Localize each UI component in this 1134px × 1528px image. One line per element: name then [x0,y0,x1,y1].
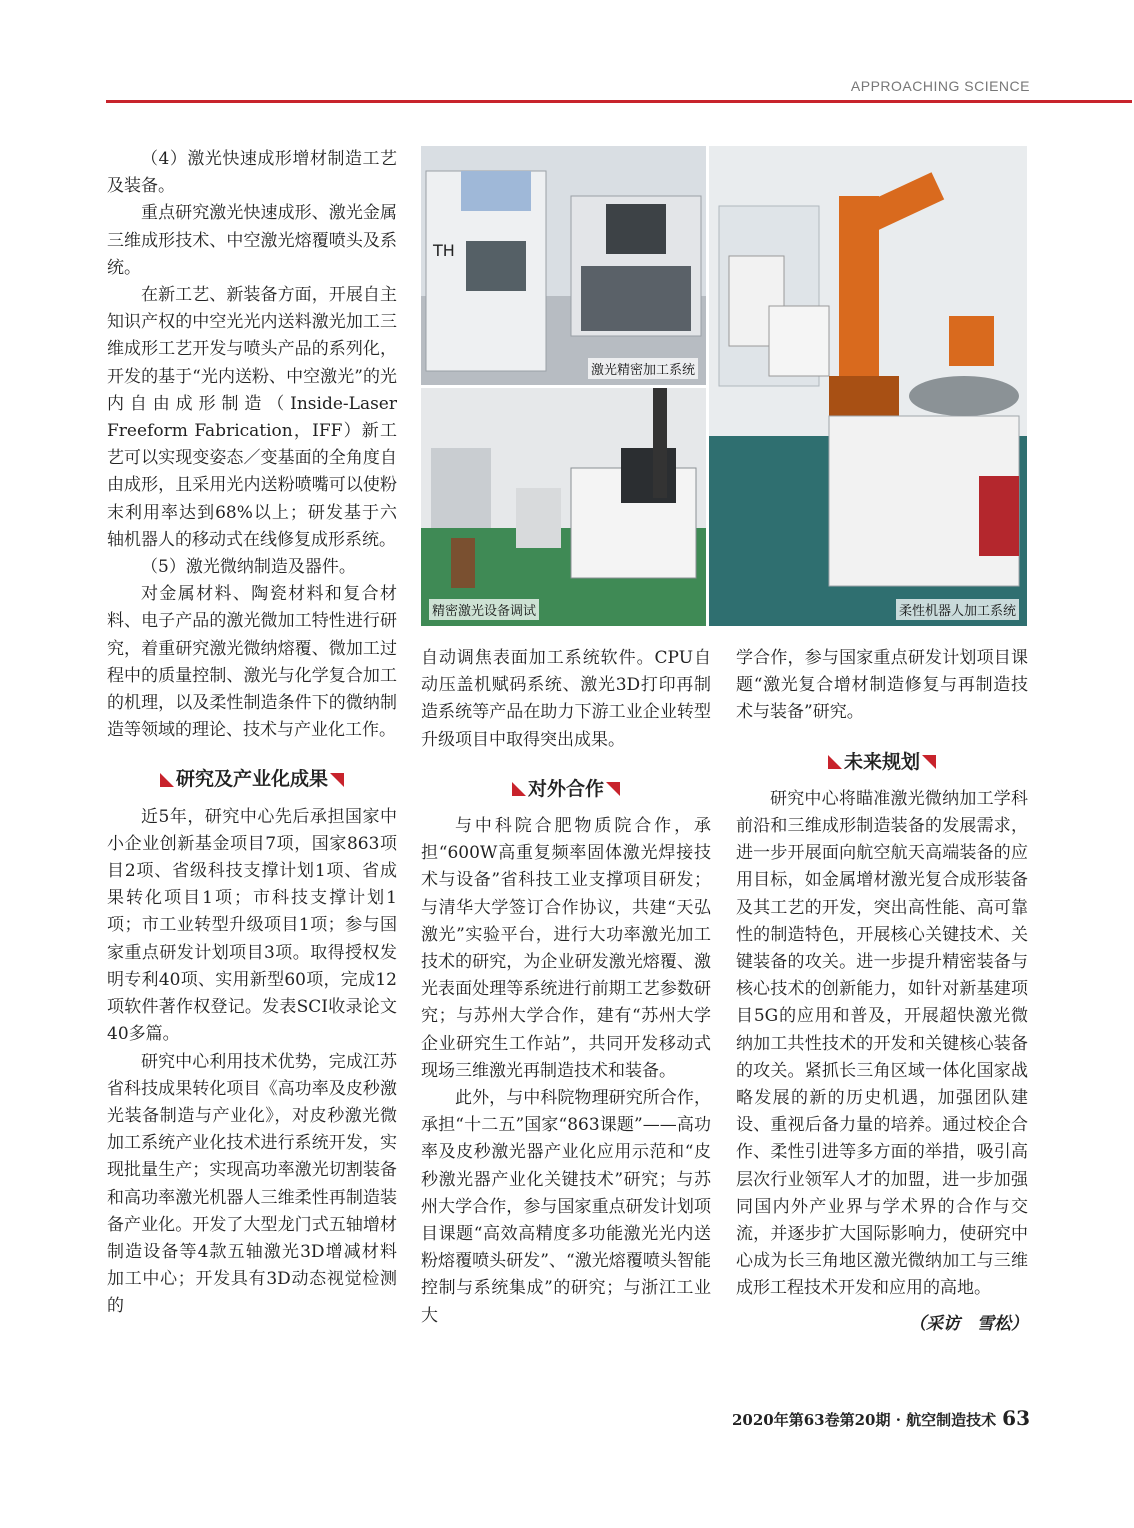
photo-robot-illustration [709,146,1027,626]
paragraph: 重点研究激光快速成形、激光金属三维成形技术、中空激光熔覆喷头及系统。 [107,203,397,278]
paragraph: 近5年，研究中心先后承担国家中小企业创新基金项目7项，国家863项目2项、省级科技支撑计划1项、省成果转化项目1项；市科技支撑计划1项；市工业转型升级项目1项；参与国家重点研发计划项目3项。取得授权发明专利40项、实用新型60项，完成12项软件著作权登记。发表SCI收录论文40多篇。 [107,806,397,1045]
column-2 [421,645,711,1330]
paragraph: 学合作，参与国家重点研发计划项目课题“激光复合增材制造修复与再制造技术与装备”研究。 [736,648,1028,723]
header-rule [106,100,1132,103]
section-header-label: APPROACHING SCIENCE [850,78,1030,94]
section-heading-results [107,766,397,793]
paragraph: （4）激光快速成形增材制造工艺及装备。 [107,149,397,197]
heading-right-triangle-icon [922,755,936,769]
heading-left-triangle-icon [828,755,842,769]
photo-debug-illustration [421,388,706,626]
photo-laser-precision-system [421,146,706,385]
heading-text: 对外合作 [527,777,604,800]
page-number: 63 [1002,1406,1030,1430]
column-1 [107,146,397,1321]
column-3 [736,645,1028,1338]
photo-equipment-debugging [421,388,706,626]
photo-caption: 激光精密加工系统 [588,358,698,379]
paragraph: 研究中心利用技术优势，完成江苏省科技成果转化项目《高功率及皮秒激光装备制造与产业化》，对皮秒激光微加工系统产业化技术进行系统开发，实现批量生产；实现高功率激光切割装备和高功率激光机器人三维柔性再制造装备产业化。开发了大型龙门式五轴增材制造设备等4款五轴激光3D增减材料加工中心；开发具有3D动态视觉检测的 [107,1051,397,1317]
heading-left-triangle-icon [160,773,174,787]
machine-brand-label: TH [433,241,455,260]
section-heading-future [736,749,1028,776]
heading-left-triangle-icon [512,782,526,796]
issue-info: 2020年第63卷第20期 · 航空制造技术 [731,1411,997,1429]
photo-precision-illustration [421,146,706,385]
heading-right-triangle-icon [606,782,620,796]
paragraph: 研究中心将瞄准激光微纳加工学科前沿和三维成形制造装备的发展需求，进一步开展面向航空航天高端装备的应用目标，如金属增材激光复合成形装备及其工艺的开发，突出高性能、高可靠性的制造特色，开展核心关键技术、关键装备的攻关。进一步提升精密装备与核心技术的创新能力，如针对新基建项目5G的应用和普及，开展超快激光微纳加工共性技术的开发和关键核心装备的攻关。紧抓长三角区域一体化国家战略发展的新的历史机遇，加强团队建设、重视后备力量的培养。通过校企合作、柔性引进等多方面的举措，吸引高层次行业领军人才的加盟，进一步加强同国内外产业界与学术界的合作与交流，并逐步扩大国际影响力，使研究中心成为长三角地区激光微纳加工与三维成形工程技术开发和应用的高地。 [736,788,1028,1299]
section-heading-cooperation [421,776,711,803]
paragraph: 自动调焦表面加工系统软件。CPU自动压盖机赋码系统、激光3D打印再制造系统等产品在助力下游工业企业转型升级项目中取得突出成果。 [421,648,711,750]
heading-text: 研究及产业化成果 [175,768,328,791]
photo-flexible-robot-system [709,146,1027,626]
paragraph: 对金属材料、陶瓷材料和复合材料、电子产品的激光微加工特性进行研究，着重研究激光微纳熔覆、微加工过程中的质量控制、激光与化学复合加工的机理，以及柔性制造条件下的微纳制造等领域的理论、技术与产业化工作。 [107,584,397,741]
heading-text: 未来规划 [843,750,920,773]
page-footer [700,1406,1030,1430]
paragraph: 此外，与中科院物理研究所合作，承担“十二五”国家“863课题”——高功率及皮秒激光器产业化应用示范和“皮秒激光器产业化关键技术”研究；与苏州大学合作，参与国家重点研发计划项目课题“高效高精度多功能激光光内送粉熔覆喷头研发”、“激光熔覆喷头智能控制与系统集成”的研究；与浙江工业大 [421,1088,711,1326]
paragraph: 与中科院合肥物质院合作，承担“600W高重复频率固体激光焊接技术与设备”省科技工业支撑项目研发；与清华大学签订合作协议，共建“天弘激光”实验平台，进行大功率激光加工技术的研究，为企业研发激光熔覆、激光表面处理等系统进行前期工艺参数研究；与苏州大学合作，建有“苏州大学企业研究生工作站”，共同开发移动式现场三维激光再制造技术和装备。 [421,816,711,1081]
paragraph: 在新工艺、新装备方面，开展自主知识产权的中空光光内送料激光加工三维成形工艺开发与喷头产品的系列化，开发的基于“光内送粉、中空激光”的光内自由成形制造（Inside-Laser Freeform Fabrication，IFF）新工艺可以实现变姿态／变基面的全角度自由成形，且采用光内送粉喷嘴可以使粉末利用率达到68%以上；研发基于六轴机器人的移动式在线修复成形系统。 [107,285,397,550]
photo-caption: 柔性机器人加工系统 [896,599,1019,620]
heading-right-triangle-icon [330,773,344,787]
paragraph: （5）激光微纳制造及器件。 [141,557,356,578]
photo-caption: 精密激光设备调试 [429,599,539,620]
interview-credit: （采访 雪松） [909,1313,1028,1334]
